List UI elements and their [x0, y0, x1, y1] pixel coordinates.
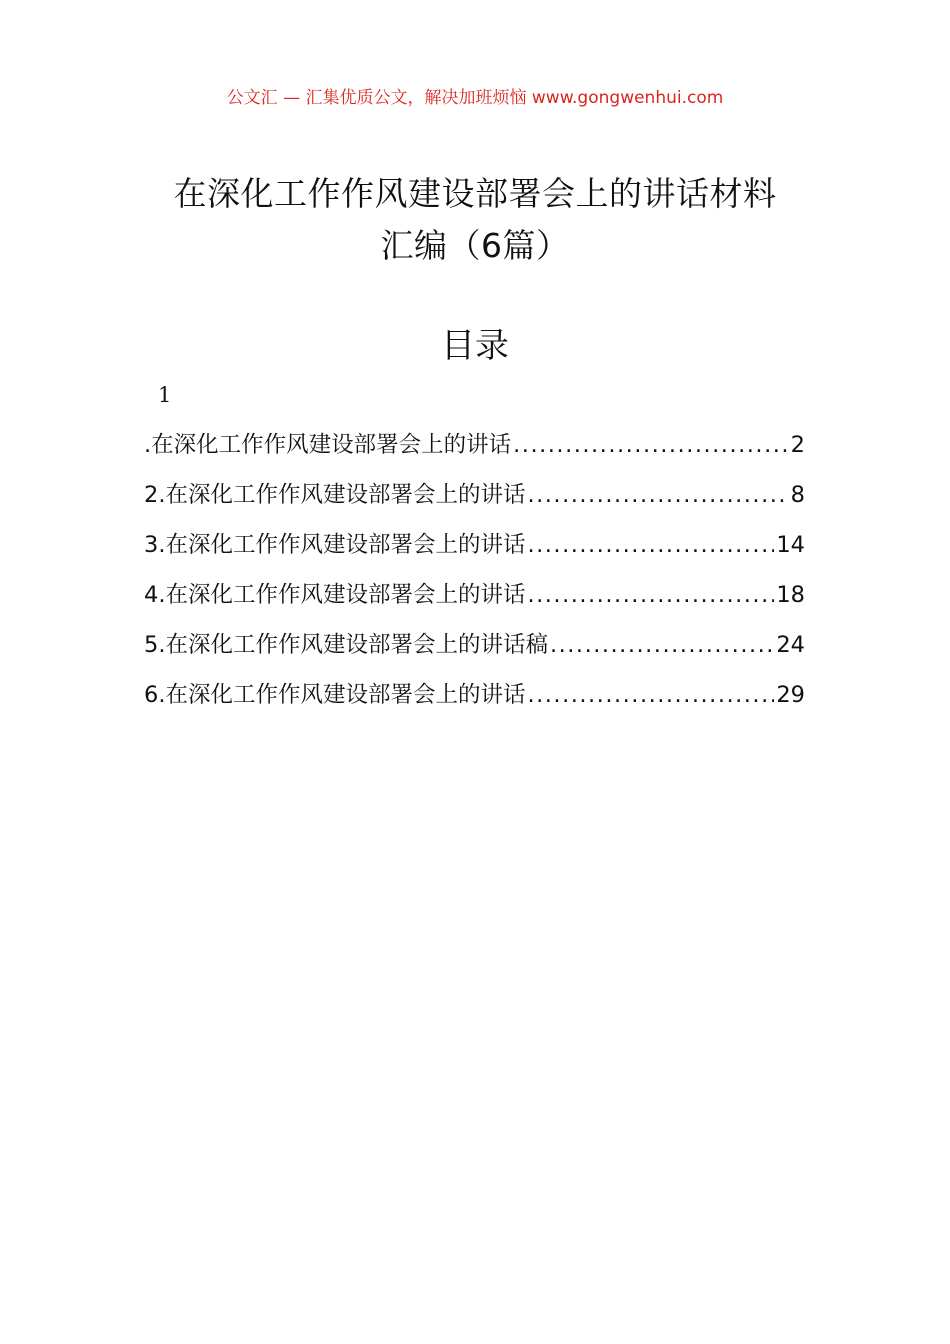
toc-entry-leader [550, 620, 774, 670]
toc-entry[interactable] [144, 420, 805, 470]
toc-entry-leader [513, 420, 789, 470]
toc-heading: 目录 [441, 326, 509, 366]
toc-entry-leader [527, 670, 774, 720]
toc-entry[interactable] [144, 520, 805, 570]
toc-entry-page[interactable]: 8 [790, 482, 805, 508]
toc-entry-leader [527, 520, 774, 570]
toc-entry[interactable] [144, 670, 805, 720]
toc-stray-number: 1 [158, 383, 172, 407]
toc-entry-title[interactable]: 4.在深化工作作风建设部署会上的讲话 [144, 582, 526, 608]
toc-entry[interactable] [144, 620, 805, 670]
header-banner-text[interactable]: 公文汇 — 汇集优质公文，解决加班烦恼 www.gongwenhui.com [226, 88, 724, 108]
toc-entry-page[interactable]: 14 [776, 532, 805, 558]
toc-entry[interactable] [144, 570, 805, 620]
toc-entry-title[interactable]: .在深化工作作风建设部署会上的讲话 [144, 432, 512, 458]
toc-entry-page[interactable]: 18 [776, 582, 805, 608]
toc-entry-title[interactable]: 3.在深化工作作风建设部署会上的讲话 [144, 532, 526, 558]
document-title-line1: 在深化工作作风建设部署会上的讲话材料 [173, 174, 777, 213]
toc-list [144, 420, 805, 720]
toc-entry-leader [527, 470, 788, 520]
document-title [120, 168, 830, 272]
document-title-line2: 汇编（6篇） [380, 226, 570, 265]
toc-entry[interactable] [144, 470, 805, 520]
header-banner[interactable] [0, 84, 950, 112]
toc-entry-title[interactable]: 2.在深化工作作风建设部署会上的讲话 [144, 482, 526, 508]
toc-entry-title[interactable]: 6.在深化工作作风建设部署会上的讲话 [144, 682, 526, 708]
toc-entry-leader [527, 570, 774, 620]
toc-entry-title[interactable]: 5.在深化工作作风建设部署会上的讲话稿 [144, 632, 548, 658]
toc-entry-page[interactable]: 2 [790, 432, 805, 458]
toc-entry-page[interactable]: 24 [776, 632, 805, 658]
toc-entry-page[interactable]: 29 [776, 682, 805, 708]
